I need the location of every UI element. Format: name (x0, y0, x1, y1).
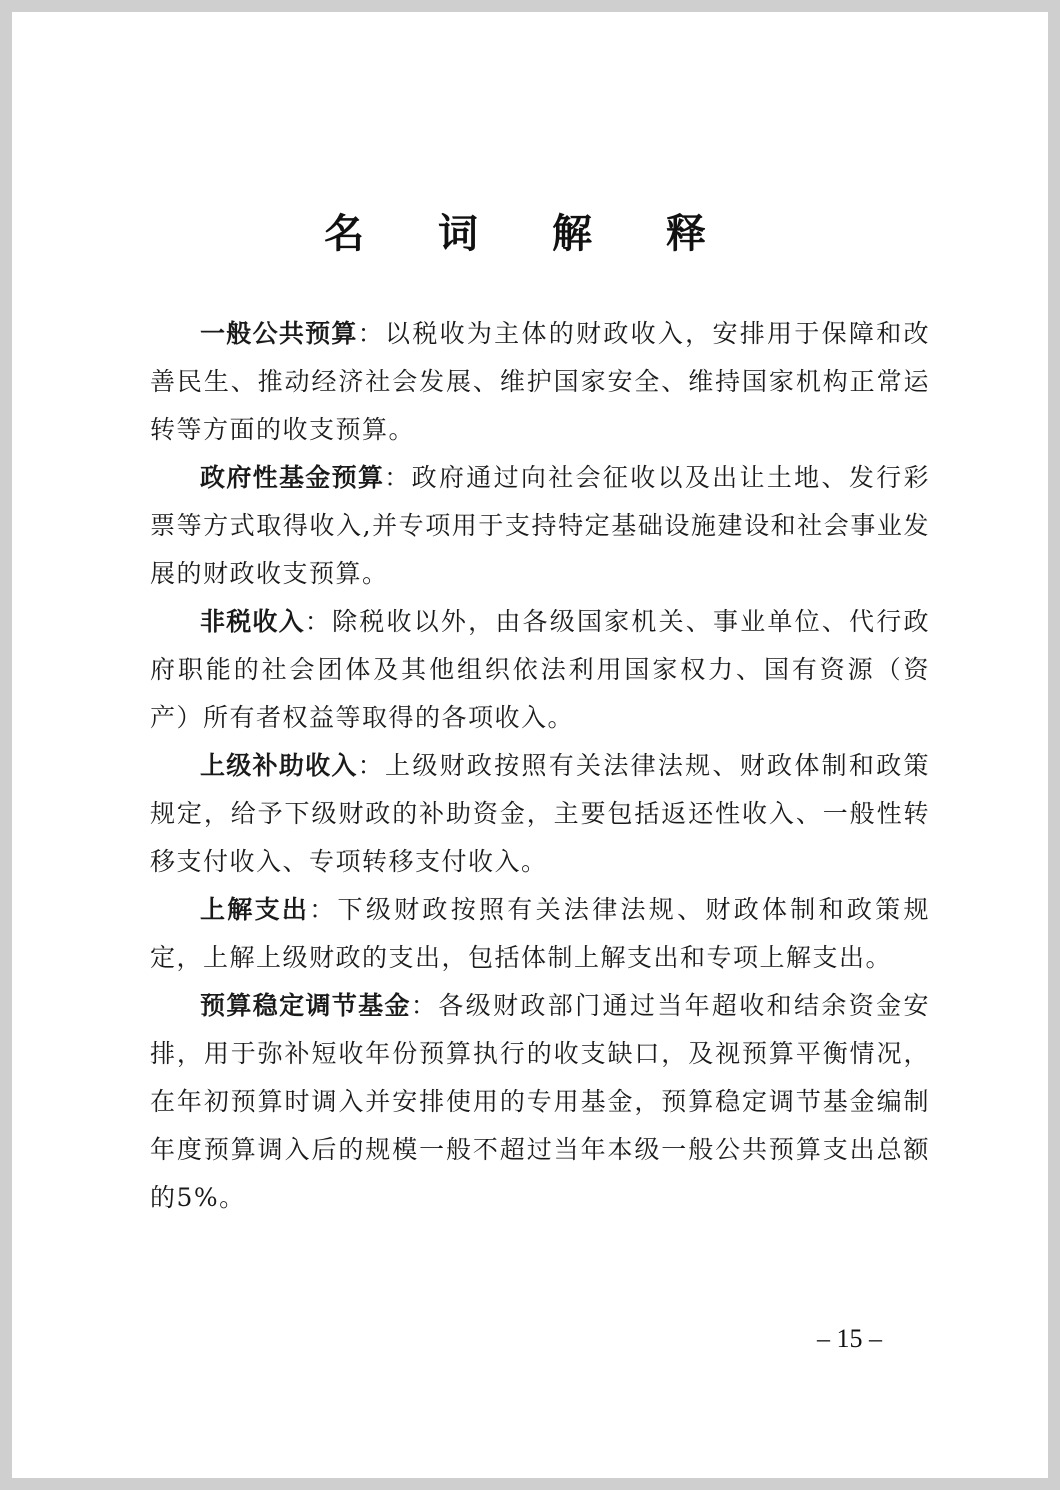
term-separator: ： (357, 751, 386, 780)
term-separator: ： (309, 895, 338, 924)
term-separator: ： (410, 991, 439, 1020)
page-number: – 15 – (817, 1324, 882, 1353)
glossary-definition: 以税收为主体的财政收入，安排用于保障和改善民生、推动经济社会发展、维护国家安全、维持国家机构正常运转等方面的收支预算。 (150, 319, 930, 444)
glossary-entry-non-tax-revenue (150, 598, 930, 742)
glossary-term: 预算稳定调节基金 (200, 991, 411, 1020)
glossary-entry-general-public-budget (150, 310, 930, 454)
glossary-definition: 各级财政部门通过当年超收和结余资金安排，用于弥补短收年份预算执行的收支缺口，及视预算平衡情况，在年初预算时调入并安排使用的专用基金，预算稳定调节基金编制年度预算调入后的规模一般不超过当年本级一般公共预算支出总额的5%。 (150, 991, 930, 1212)
glossary-term: 一般公共预算 (200, 319, 358, 348)
term-separator: ： (304, 607, 333, 636)
glossary-definition: 除税收以外，由各级国家机关、事业单位、代行政府职能的社会团体及其他组织依法利用国家权力、国有资源（资产）所有者权益等取得的各项收入。 (150, 607, 930, 732)
glossary-term: 上解支出 (200, 895, 310, 924)
glossary-entry-remittance-expenditure (150, 886, 930, 982)
term-separator: ： (384, 463, 412, 492)
glossary-term: 上级补助收入 (200, 751, 358, 780)
glossary-entry-government-fund-budget (150, 454, 930, 598)
glossary-definition: 上级财政按照有关法律法规、财政体制和政策规定，给予下级财政的补助资金，主要包括返还性收入、一般性转移支付收入、专项转移支付收入。 (150, 751, 930, 876)
glossary-content (150, 310, 930, 1222)
term-separator: ： (357, 319, 386, 348)
glossary-entry-superior-subsidy-revenue (150, 742, 930, 886)
glossary-entry-budget-stabilization-fund (150, 982, 930, 1222)
glossary-definition: 政府通过向社会征收以及出让土地、发行彩票等方式取得收入,并专项用于支持特定基础设施建设和社会事业发展的财政收支预算。 (150, 463, 930, 588)
page-title: 名 词 解 释 (324, 210, 736, 257)
glossary-term: 政府性基金预算 (200, 463, 385, 492)
glossary-term: 非税收入 (200, 607, 305, 636)
document-page (12, 12, 1048, 1478)
glossary-definition: 下级财政按照有关法律法规、财政体制和政策规定，上解上级财政的支出，包括体制上解支出和专项上解支出。 (150, 895, 930, 972)
